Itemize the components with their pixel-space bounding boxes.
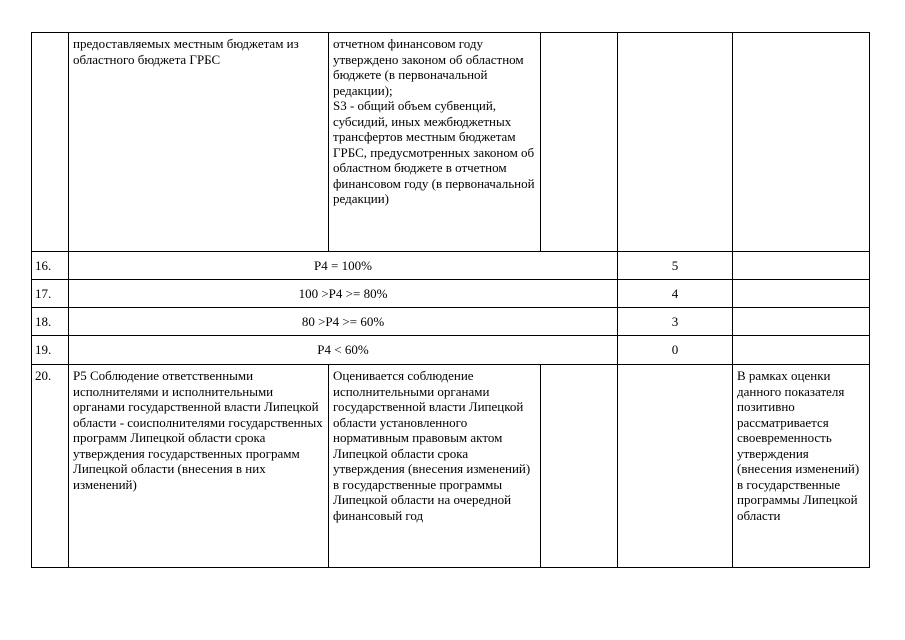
note-cell: [733, 252, 870, 280]
note-cell: В рамках оценки данного показателя позитивно рассматривается своевременность утверждения (внесения изменений) в государственные программы Липецкой области: [733, 365, 870, 568]
description-text: отчетном финансовом году утверждено законом об областном бюджете (в первоначальной редакции); S3 - общий объем субвенций, субсидий, иных межбюджетных трансфертов местным бюджетам ГРБС, предусмотренных законом об областном бюджете в отчетном финансовом году (в первоначальной редакции): [333, 36, 535, 206]
table-row: [32, 336, 870, 365]
condition-cell: 100 >P4 >= 80%: [69, 280, 618, 308]
criterion-name-cell: P5 Соблюдение ответственными исполнителями и исполнительными органами государственной власти Липецкой области - соисполнителями государственных программ Липецкой области срока утверждения государственных программ Липецкой области (внесения в них изменений): [69, 365, 329, 568]
note-cell: [733, 336, 870, 365]
row-number-cell: 17.: [32, 280, 69, 308]
row-number-cell: 19.: [32, 336, 69, 365]
note-cell: [733, 33, 870, 252]
condition-cell: P4 < 60%: [69, 336, 618, 365]
score-cell: 4: [618, 280, 733, 308]
criteria-table: [31, 32, 870, 568]
table-row: [32, 252, 870, 280]
score-cell: [618, 33, 733, 252]
table-row: [32, 365, 870, 568]
criterion-name-cell: предоставляемых местным бюджетам из областного бюджета ГРБС: [69, 33, 329, 252]
score-cell: [618, 365, 733, 568]
row-number-cell: 18.: [32, 308, 69, 336]
note-cell: [733, 280, 870, 308]
score-cell: 5: [618, 252, 733, 280]
empty-cell: [541, 365, 618, 568]
note-cell: [733, 308, 870, 336]
score-cell: 3: [618, 308, 733, 336]
table-row: [32, 308, 870, 336]
condition-cell: P4 = 100%: [69, 252, 618, 280]
table-row: [32, 280, 870, 308]
row-number-cell: 16.: [32, 252, 69, 280]
table-row: [32, 33, 870, 252]
condition-cell: 80 >P4 >= 60%: [69, 308, 618, 336]
criterion-description-cell: Оценивается соблюдение исполнительными органами государственной власти Липецкой области установленного нормативным правовым актом Липецкой области срока утверждения (внесения изменений) в государственные программы Липецкой области на очередной финансовый год: [329, 365, 541, 568]
row-number-cell: 20.: [32, 365, 69, 568]
score-cell: 0: [618, 336, 733, 365]
criterion-description-cell: [329, 33, 541, 252]
row-number-cell: [32, 33, 69, 252]
empty-cell: [541, 33, 618, 252]
